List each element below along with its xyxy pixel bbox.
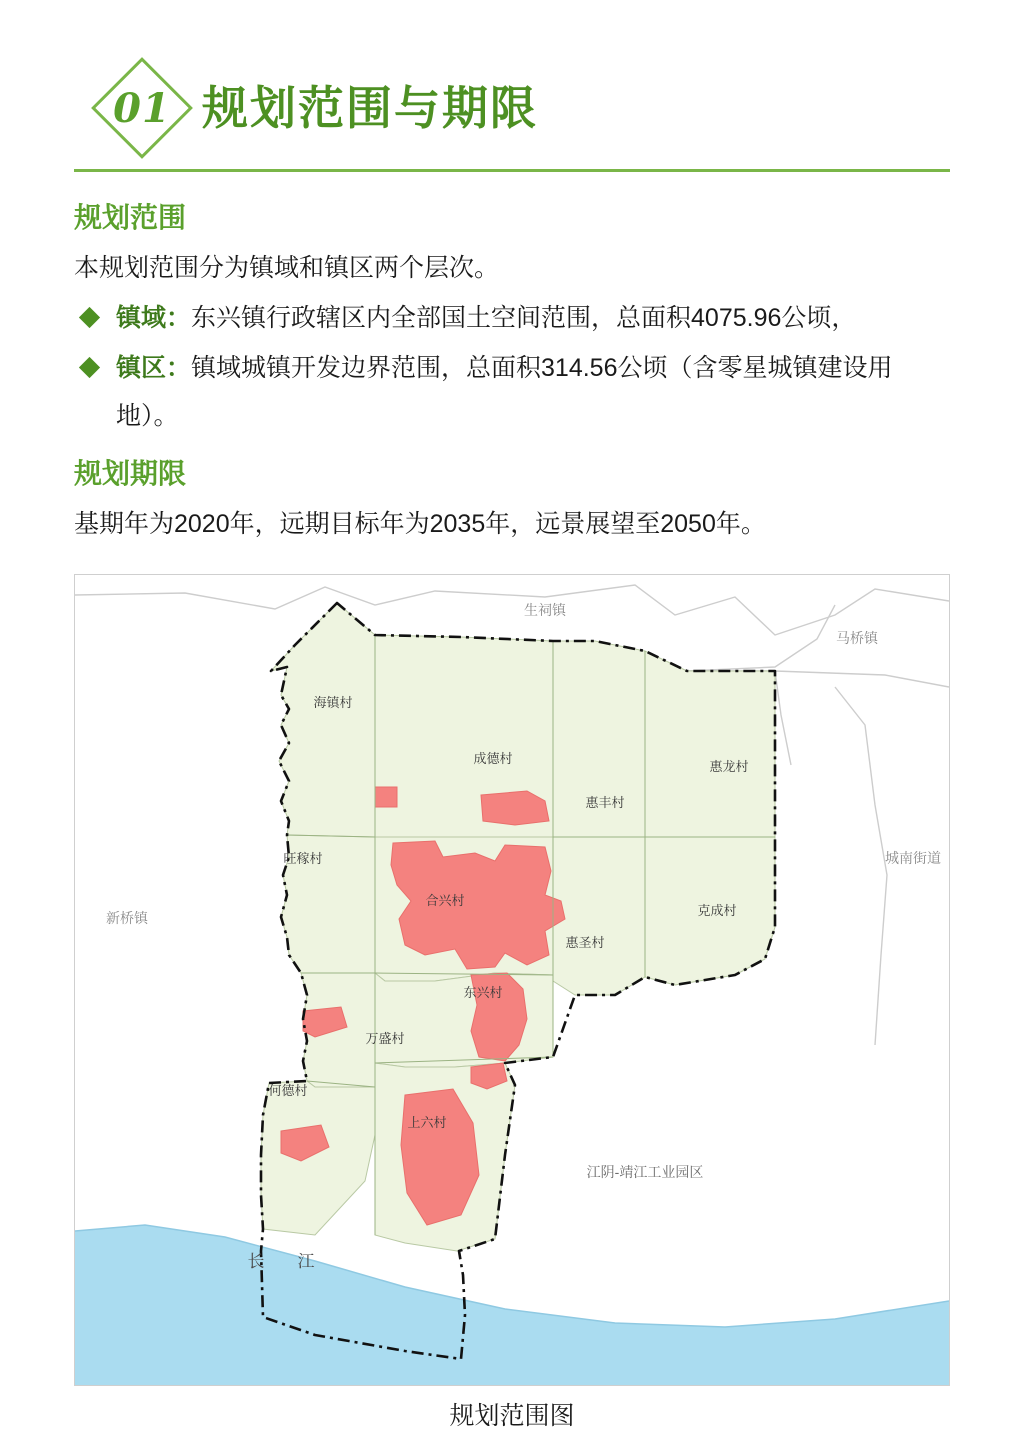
map-label-huifengcun: 惠丰村 xyxy=(585,795,625,810)
scope-intro-text: 本规划范围分为镇域和镇区两个层次。 xyxy=(74,254,500,282)
map-label-shangliucun: 上六村 xyxy=(407,1115,447,1130)
diamond-bullet-icon xyxy=(79,357,100,378)
bullet-text: 镇域城镇开发边界范围，总面积314.56公顷（含零星城镇建设用地）。 xyxy=(116,354,893,430)
village-area-huilong xyxy=(645,651,775,837)
planning-scope-map xyxy=(75,575,949,1385)
scope-heading: 规划范围 xyxy=(74,202,187,233)
map-label-chengdecun: 成德村 xyxy=(473,751,513,766)
diamond-bullet-icon xyxy=(79,307,100,328)
map-label-kechengcun: 克成村 xyxy=(697,903,737,918)
bullet-term: 镇区： xyxy=(116,354,192,382)
header-divider xyxy=(74,169,950,172)
bullet-text: 东兴镇行政辖区内全部国土空间范围，总面积4075.96公顷， xyxy=(191,304,857,332)
scope-bullet-list xyxy=(74,294,954,440)
map-figure xyxy=(74,574,950,1438)
list-item xyxy=(74,344,954,440)
map-label-maqiaozhen: 马桥镇 xyxy=(836,630,878,646)
map-frame xyxy=(74,574,950,1386)
period-heading: 规划期限 xyxy=(74,458,187,489)
period-text: 基期年为2020年，远期目标年为2035年，远景展望至2050年。 xyxy=(74,510,766,538)
section-number-badge xyxy=(94,60,190,156)
map-label-jiangyin-jingjiang-park: 江阴-靖江工业园区 xyxy=(586,1164,704,1180)
map-label-chengnanjiedao: 城南街道 xyxy=(885,850,941,866)
list-item xyxy=(74,294,954,342)
urban-patch-hexing-core xyxy=(391,841,565,969)
section-number: 01 xyxy=(113,84,171,132)
map-label-huilongcun: 惠龙村 xyxy=(709,759,749,774)
bullet-term: 镇域： xyxy=(116,304,192,332)
map-label-hedecun: 何德村 xyxy=(268,1083,308,1098)
map-label-shengcizhen: 生祠镇 xyxy=(524,602,566,618)
village-area-huisheng xyxy=(553,837,645,995)
figure-caption: 规划范围图 xyxy=(449,1402,575,1430)
map-label-haizhencun: 海镇村 xyxy=(313,695,353,710)
map-label-huishengcun: 惠圣村 xyxy=(565,935,605,950)
urban-patch-north-small xyxy=(375,787,397,807)
page-header xyxy=(74,54,950,172)
map-label-changjiang: 长 江 xyxy=(247,1252,323,1271)
content-body xyxy=(74,196,954,550)
map-label-dongxingcun: 东兴村 xyxy=(463,985,503,1000)
map-label-xinqiaozhen: 新桥镇 xyxy=(106,910,148,926)
map-label-wanshengcun: 万盛村 xyxy=(365,1031,405,1046)
map-label-wangjiacun: 旺稼村 xyxy=(283,851,323,866)
map-label-hexingcun: 合兴村 xyxy=(425,893,465,908)
page-title: 规划范围与期限 xyxy=(202,82,538,134)
